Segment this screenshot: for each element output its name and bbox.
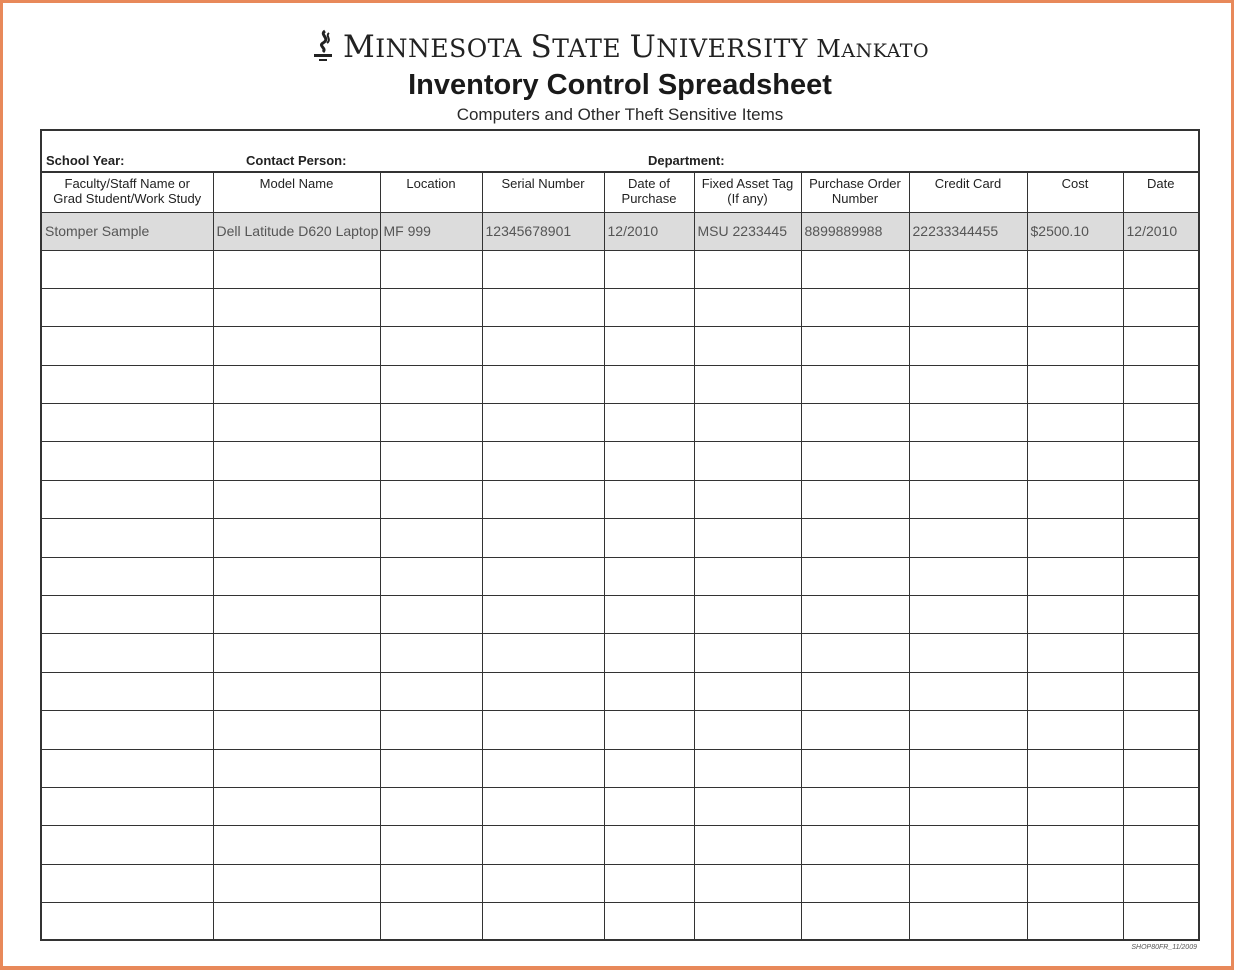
table-cell[interactable] (1123, 288, 1198, 326)
table-cell[interactable] (604, 634, 694, 672)
table-cell[interactable] (1027, 442, 1123, 480)
table-cell[interactable] (482, 480, 604, 518)
table-cell[interactable] (694, 596, 801, 634)
table-cell[interactable] (213, 404, 380, 442)
table-cell[interactable] (694, 442, 801, 480)
table-cell[interactable] (42, 557, 213, 595)
table-cell[interactable] (604, 288, 694, 326)
table-cell[interactable] (482, 787, 604, 825)
table-cell[interactable] (604, 557, 694, 595)
table-cell[interactable] (42, 404, 213, 442)
table-cell[interactable] (213, 250, 380, 288)
table-cell[interactable] (1123, 442, 1198, 480)
table-row (42, 288, 1198, 326)
table-cell[interactable] (482, 519, 604, 557)
table-cell[interactable] (801, 711, 909, 749)
table-cell[interactable] (1027, 250, 1123, 288)
table-cell[interactable] (694, 365, 801, 403)
column-header-line1: Purchase Order (809, 176, 901, 191)
table-cell[interactable] (380, 288, 482, 326)
table-cell[interactable] (801, 596, 909, 634)
table-cell[interactable] (380, 826, 482, 864)
table-cell[interactable] (604, 864, 694, 902)
table-cell[interactable] (694, 711, 801, 749)
table-cell[interactable] (213, 327, 380, 365)
department-label[interactable]: Department: (648, 153, 725, 168)
table-cell[interactable] (694, 327, 801, 365)
table-cell[interactable] (694, 826, 801, 864)
table-cell[interactable] (801, 404, 909, 442)
university-brand (3, 29, 1234, 65)
table-cell[interactable] (1123, 749, 1198, 787)
table-cell[interactable] (213, 519, 380, 557)
table-cell[interactable] (42, 749, 213, 787)
table-row (42, 787, 1198, 825)
column-header-line2: Grad Student/Work Study (53, 191, 202, 206)
contact-person-label[interactable]: Contact Person: (246, 153, 347, 168)
table-cell[interactable] (801, 826, 909, 864)
table-cell[interactable] (909, 634, 1027, 672)
table-cell[interactable] (213, 557, 380, 595)
brand-m1: MINNESOTA (342, 29, 531, 65)
table-cell[interactable] (909, 903, 1027, 941)
table-cell[interactable] (694, 864, 801, 902)
table-cell[interactable] (604, 711, 694, 749)
table-cell[interactable] (213, 365, 380, 403)
table-cell[interactable] (801, 327, 909, 365)
table-cell[interactable] (604, 365, 694, 403)
table-cell[interactable] (380, 711, 482, 749)
table-cell[interactable]: MSU 2233445 (694, 212, 801, 250)
table-cell[interactable] (694, 480, 801, 518)
table-cell[interactable] (1123, 634, 1198, 672)
table-cell[interactable] (380, 864, 482, 902)
table-cell[interactable] (1123, 519, 1198, 557)
sample-row (42, 212, 1198, 250)
table-cell[interactable] (42, 288, 213, 326)
table-cell[interactable] (1027, 557, 1123, 595)
torch-icon (311, 29, 337, 63)
table-row (42, 557, 1198, 595)
table-cell[interactable]: 12/2010 (604, 212, 694, 250)
table-cell[interactable] (1123, 596, 1198, 634)
column-header-line2: Number (831, 191, 879, 206)
table-cell[interactable] (1027, 903, 1123, 941)
table-cell[interactable] (42, 327, 213, 365)
table-cell[interactable] (42, 442, 213, 480)
column-header-line1: Credit Card (934, 176, 1002, 191)
table-cell[interactable] (42, 903, 213, 941)
table-cell[interactable] (1027, 634, 1123, 672)
table-cell[interactable] (1123, 404, 1198, 442)
column-header (801, 172, 909, 212)
table-cell[interactable] (604, 903, 694, 941)
column-header (604, 172, 694, 212)
form-id: SHOP80FR_11/2009 (1131, 944, 1197, 951)
table-cell[interactable]: MF 999 (380, 212, 482, 250)
column-header (42, 172, 213, 212)
table-cell[interactable] (380, 250, 482, 288)
table-cell[interactable]: 12345678901 (482, 212, 604, 250)
table-cell[interactable] (1027, 749, 1123, 787)
table-cell[interactable] (380, 480, 482, 518)
table-cell[interactable] (801, 480, 909, 518)
table-cell[interactable] (1027, 864, 1123, 902)
table-row (42, 442, 1198, 480)
table-cell[interactable] (482, 288, 604, 326)
table-cell[interactable] (909, 365, 1027, 403)
table-row (42, 634, 1198, 672)
table-cell[interactable] (801, 787, 909, 825)
column-header (213, 172, 380, 212)
table-cell[interactable] (604, 596, 694, 634)
table-cell[interactable] (213, 903, 380, 941)
table-cell[interactable] (909, 442, 1027, 480)
column-header-line1: Model Name (259, 176, 334, 191)
table-cell[interactable] (380, 365, 482, 403)
table-cell[interactable] (482, 711, 604, 749)
table-cell[interactable] (380, 634, 482, 672)
table-cell[interactable]: Dell Latitude D620 Laptop (213, 212, 380, 250)
table-cell[interactable] (380, 787, 482, 825)
table-cell[interactable] (482, 903, 604, 941)
table-cell[interactable] (42, 596, 213, 634)
table-cell[interactable] (604, 442, 694, 480)
table-cell[interactable] (213, 596, 380, 634)
table-cell[interactable] (801, 864, 909, 902)
table-cell[interactable] (482, 826, 604, 864)
table-cell[interactable] (482, 250, 604, 288)
table-row (42, 365, 1198, 403)
table-cell[interactable] (482, 327, 604, 365)
table-cell[interactable] (694, 787, 801, 825)
column-header-line1: Faculty/Staff Name or (64, 176, 190, 191)
table-cell[interactable] (801, 903, 909, 941)
table-cell[interactable] (909, 480, 1027, 518)
table-cell[interactable] (1123, 903, 1198, 941)
table-cell[interactable] (909, 672, 1027, 710)
table-row (42, 711, 1198, 749)
table-cell[interactable] (213, 826, 380, 864)
column-header (909, 172, 1027, 212)
table-cell[interactable] (213, 864, 380, 902)
table-cell[interactable] (604, 480, 694, 518)
table-row (42, 826, 1198, 864)
table-cell[interactable] (482, 557, 604, 595)
document-subtitle: Computers and Other Theft Sensitive Items (456, 105, 784, 124)
table-cell[interactable] (604, 250, 694, 288)
table-cell[interactable] (42, 365, 213, 403)
brand-s: STATE (530, 29, 630, 65)
table-cell[interactable] (213, 480, 380, 518)
table-cell[interactable] (213, 442, 380, 480)
table-cell[interactable] (1123, 826, 1198, 864)
table-cell[interactable] (1027, 404, 1123, 442)
table-cell[interactable] (909, 288, 1027, 326)
table-cell[interactable] (604, 672, 694, 710)
table-cell[interactable] (801, 288, 909, 326)
table-cell[interactable] (694, 749, 801, 787)
meta-fields-row (42, 131, 1198, 173)
table-cell[interactable] (1027, 787, 1123, 825)
table-cell[interactable] (604, 519, 694, 557)
column-header-line1: Fixed Asset Tag (701, 176, 794, 191)
table-cell[interactable] (213, 634, 380, 672)
table-cell[interactable] (42, 672, 213, 710)
table-cell[interactable]: $2500.10 (1027, 212, 1123, 250)
table-cell[interactable] (1123, 711, 1198, 749)
table-cell[interactable] (1123, 864, 1198, 902)
table-cell[interactable] (604, 327, 694, 365)
school-year-label[interactable]: School Year: (46, 153, 125, 168)
table-cell[interactable] (801, 250, 909, 288)
table-row (42, 749, 1198, 787)
table-row (42, 672, 1198, 710)
table-row (42, 327, 1198, 365)
table-cell[interactable] (909, 557, 1027, 595)
table-cell[interactable] (482, 864, 604, 902)
table-cell[interactable] (213, 711, 380, 749)
table-cell[interactable] (42, 787, 213, 825)
table-cell[interactable] (694, 672, 801, 710)
table-cell[interactable] (482, 749, 604, 787)
table-cell[interactable] (801, 557, 909, 595)
table-cell[interactable] (694, 404, 801, 442)
table-row (42, 903, 1198, 941)
table-cell[interactable] (380, 596, 482, 634)
table-cell[interactable] (801, 442, 909, 480)
table-cell[interactable] (909, 749, 1027, 787)
table-cell[interactable] (482, 596, 604, 634)
table-cell[interactable] (1027, 519, 1123, 557)
table-cell[interactable] (694, 288, 801, 326)
table-cell[interactable] (1027, 596, 1123, 634)
table-cell[interactable] (482, 404, 604, 442)
table-cell[interactable] (1123, 327, 1198, 365)
table-cell[interactable] (380, 404, 482, 442)
table-cell[interactable] (1123, 365, 1198, 403)
table-cell[interactable] (694, 557, 801, 595)
column-header-line1: Location (406, 176, 456, 191)
table-cell[interactable] (42, 634, 213, 672)
table-cell[interactable] (380, 749, 482, 787)
column-header (1027, 172, 1123, 212)
table-cell[interactable] (1027, 826, 1123, 864)
table-cell[interactable] (909, 250, 1027, 288)
table-cell[interactable] (801, 519, 909, 557)
table-cell[interactable] (909, 404, 1027, 442)
brand-mankato: MANKATO (816, 35, 930, 63)
table-cell[interactable] (694, 519, 801, 557)
table-cell[interactable] (1123, 672, 1198, 710)
table-row (42, 480, 1198, 518)
table-cell[interactable] (380, 442, 482, 480)
table-row (42, 404, 1198, 442)
table-cell[interactable] (42, 864, 213, 902)
column-header (380, 172, 482, 212)
table-cell[interactable] (909, 519, 1027, 557)
table-cell[interactable]: 8899889988 (801, 212, 909, 250)
column-header-line1: Serial Number (501, 176, 585, 191)
table-cell[interactable] (801, 634, 909, 672)
table-cell[interactable] (1027, 480, 1123, 518)
table-cell[interactable] (604, 749, 694, 787)
table-cell[interactable] (1123, 480, 1198, 518)
table-cell[interactable] (482, 672, 604, 710)
table-cell[interactable] (909, 596, 1027, 634)
table-cell[interactable] (42, 826, 213, 864)
table-cell[interactable] (909, 787, 1027, 825)
column-header (482, 172, 604, 212)
table-cell[interactable]: Stomper Sample (42, 212, 213, 250)
table-cell[interactable] (213, 787, 380, 825)
table-cell[interactable] (380, 903, 482, 941)
table-row (42, 519, 1198, 557)
table-cell[interactable] (482, 634, 604, 672)
table-cell[interactable] (909, 711, 1027, 749)
table-cell[interactable] (604, 787, 694, 825)
table-cell[interactable] (42, 480, 213, 518)
table-cell[interactable] (380, 519, 482, 557)
brand-u: UNIVERSITY (629, 29, 817, 65)
column-header-line2: Purchase (621, 191, 677, 206)
table-cell[interactable] (1027, 711, 1123, 749)
table-row (42, 864, 1198, 902)
table-cell[interactable] (380, 327, 482, 365)
table-cell[interactable] (604, 826, 694, 864)
table-row (42, 250, 1198, 288)
table-cell[interactable] (694, 634, 801, 672)
inventory-sheet (40, 129, 1200, 941)
table-cell[interactable] (42, 711, 213, 749)
table-cell[interactable] (213, 288, 380, 326)
table-cell[interactable] (1027, 327, 1123, 365)
table-cell[interactable] (1123, 250, 1198, 288)
table-cell[interactable] (909, 826, 1027, 864)
table-cell[interactable] (380, 557, 482, 595)
table-cell[interactable] (1027, 365, 1123, 403)
column-header (694, 172, 801, 212)
column-header (1123, 172, 1198, 212)
table-cell[interactable] (1027, 672, 1123, 710)
table-cell[interactable] (801, 365, 909, 403)
table-row (42, 596, 1198, 634)
table-cell[interactable] (694, 250, 801, 288)
column-header-line2: (If any) (727, 191, 768, 206)
table-cell[interactable]: 22233344455 (909, 212, 1027, 250)
table-cell[interactable] (909, 327, 1027, 365)
column-header-line1: Date of (628, 176, 670, 191)
document-title: Inventory Control Spreadsheet (408, 69, 832, 101)
table-cell[interactable] (604, 404, 694, 442)
table-cell[interactable] (213, 672, 380, 710)
column-header-line1: Cost (1061, 176, 1089, 191)
table-header-row (42, 172, 1198, 212)
table-cell[interactable] (42, 250, 213, 288)
column-header-line1: Date (1147, 176, 1175, 191)
table-cell[interactable] (1123, 787, 1198, 825)
table-cell[interactable] (1027, 288, 1123, 326)
table-cell[interactable] (909, 864, 1027, 902)
table-cell[interactable] (42, 519, 213, 557)
table-cell[interactable] (482, 442, 604, 480)
inventory-table (42, 172, 1198, 941)
table-cell[interactable] (1123, 557, 1198, 595)
table-cell[interactable] (801, 749, 909, 787)
table-cell[interactable] (801, 672, 909, 710)
table-cell[interactable] (482, 365, 604, 403)
table-cell[interactable] (694, 903, 801, 941)
table-cell[interactable]: 12/2010 (1123, 212, 1198, 250)
table-cell[interactable] (213, 749, 380, 787)
table-cell[interactable] (380, 672, 482, 710)
